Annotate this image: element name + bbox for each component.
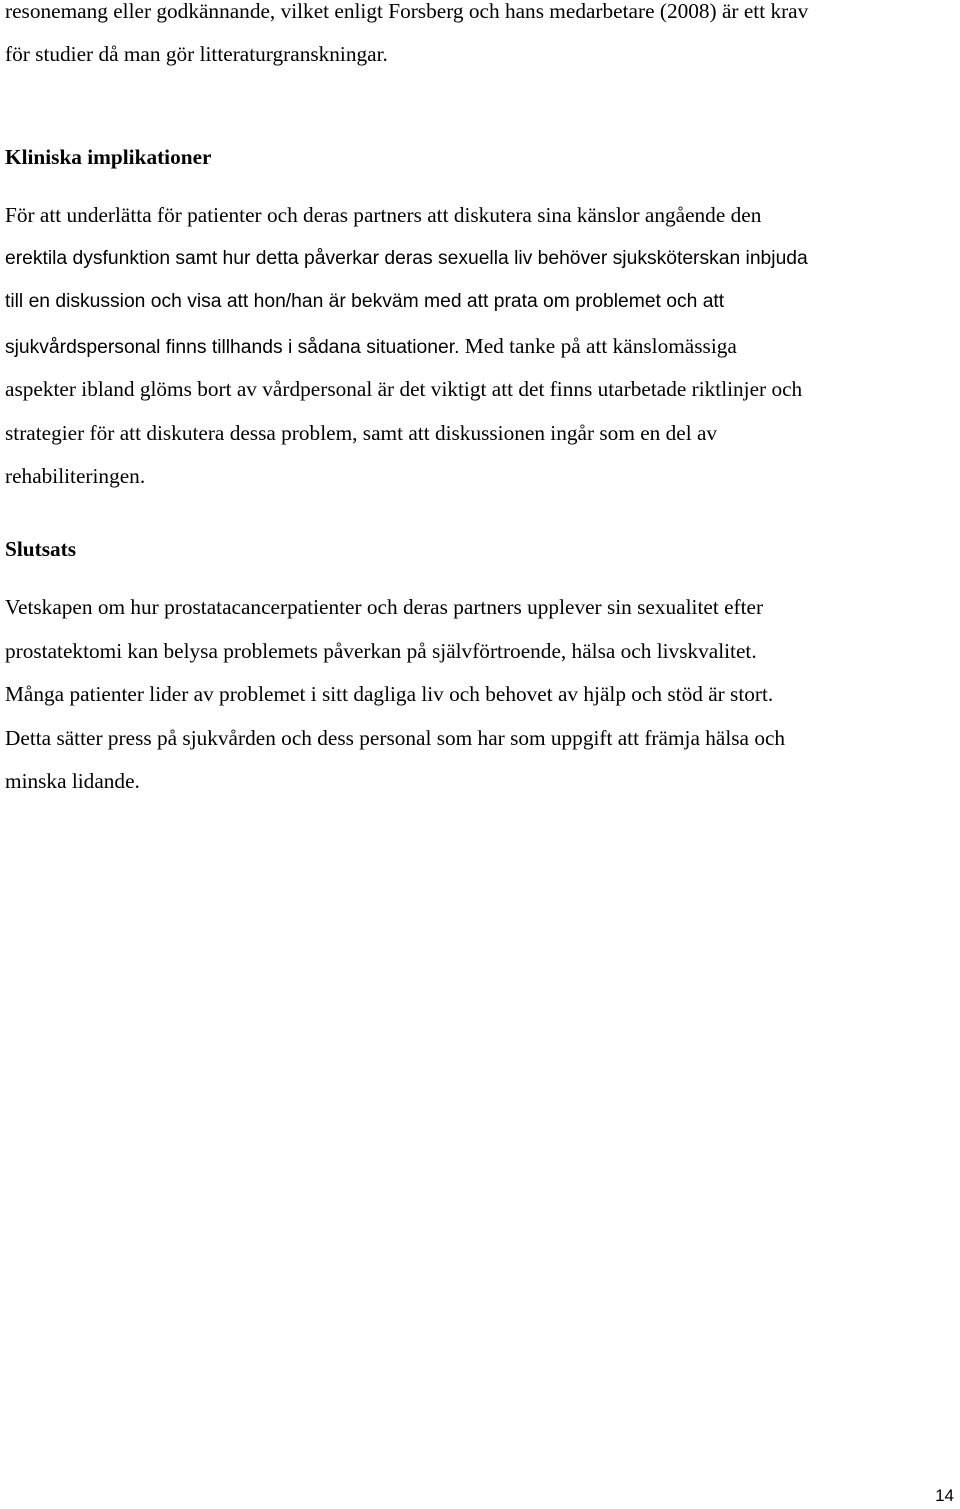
paragraph-line: Många patienter lider av problemet i sitt dagliga liv och behovet av hjälp och stöd är stort. xyxy=(5,682,774,706)
paragraph-line: Vetskapen om hur prostatacancerpatienter och deras partners upplever sin sexualitet efter xyxy=(5,595,764,619)
paragraph-line-part: Med tanke på att känslomässiga xyxy=(459,334,737,358)
paragraph-line: för studier då man gör litteraturgranskningar. xyxy=(5,42,388,66)
paragraph-line: erektila dysfunktion samt hur detta påverkar deras sexuella liv behöver sjuksköterskan inbjuda xyxy=(5,248,808,269)
paragraph-line: Detta sätter press på sjukvården och dess personal som har som uppgift att främja hälsa och xyxy=(5,726,786,750)
paragraph-line-part: sjukvårdspersonal finns tillhands i sådana situationer. xyxy=(5,337,460,358)
section-heading: Kliniska implikationer xyxy=(5,145,212,169)
paragraph-line: resonemang eller godkännande, vilket enligt Forsberg och hans medarbetare (2008) är ett krav xyxy=(5,0,809,23)
page-number: 14 xyxy=(935,1486,954,1505)
paragraph-line: till en diskussion och visa att hon/han är bekväm med att prata om problemet och att xyxy=(5,291,725,312)
paragraph-line: minska lidande. xyxy=(5,769,140,793)
paragraph-line: strategier för att diskutera dessa problem, samt att diskussionen ingår som en del av xyxy=(5,421,718,445)
paragraph-line xyxy=(5,333,737,361)
paragraph-line: rehabiliteringen. xyxy=(5,464,146,488)
paragraph-line: prostatektomi kan belysa problemets påverkan på självförtroende, hälsa och livskvalitet. xyxy=(5,639,757,663)
paragraph-line: För att underlätta för patienter och deras partners att diskutera sina känslor angående den xyxy=(5,203,762,227)
section-heading: Slutsats xyxy=(5,537,77,561)
paragraph-line: aspekter ibland glöms bort av vårdpersonal är det viktigt att det finns utarbetade riktlinjer och xyxy=(5,377,803,401)
